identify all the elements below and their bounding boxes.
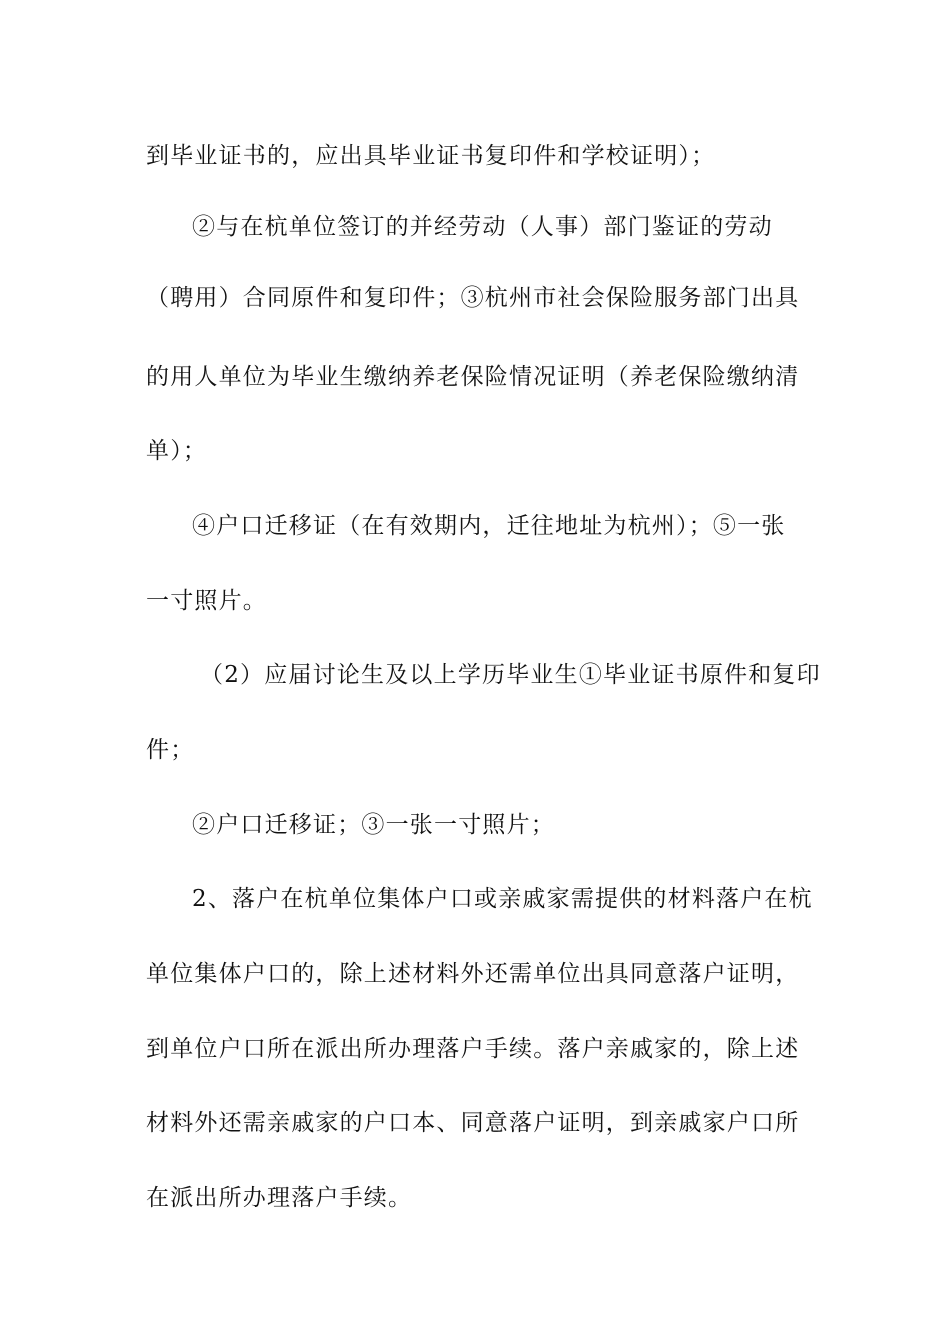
text-line-15: 在派出所办理落户手续。 — [146, 1185, 413, 1211]
text-line-7: 一寸照片。 — [146, 588, 267, 614]
text-line-2: ②与在杭单位签订的并经劳动（人事）部门鉴证的劳动 — [192, 214, 773, 240]
text-line-5: 单）； — [146, 438, 208, 464]
text-line-3: （聘用）合同原件和复印件；③杭州市社会保险服务部门出具 — [146, 285, 800, 311]
text-line-14: 材料外还需亲戚家的户口本、同意落户证明，到亲戚家户口所 — [146, 1110, 800, 1136]
text-line-11: 2、落户在杭单位集体户口或亲戚家需提供的材料落户在杭 — [192, 886, 813, 912]
text-line-12: 单位集体户口的，除上述材料外还需单位出具同意落户证明， — [146, 961, 800, 987]
text-line-13: 到单位户口所在派出所办理落户手续。落户亲戚家的，除上述 — [146, 1036, 800, 1062]
text-line-8: （2）应届讨论生及以上学历毕业生①毕业证书原件和复印 — [200, 662, 821, 688]
text-line-6: ④户口迁移证（在有效期内，迁往地址为杭州）；⑤一张 — [192, 513, 786, 539]
text-line-1: 到毕业证书的，应出具毕业证书复印件和学校证明）； — [146, 143, 716, 169]
text-line-4: 的用人单位为毕业生缴纳养老保险情况证明（养老保险缴纳清 — [146, 364, 800, 390]
text-line-10: ②户口迁移证；③一张一寸照片； — [192, 812, 555, 838]
text-line-9: 件； — [146, 737, 195, 763]
